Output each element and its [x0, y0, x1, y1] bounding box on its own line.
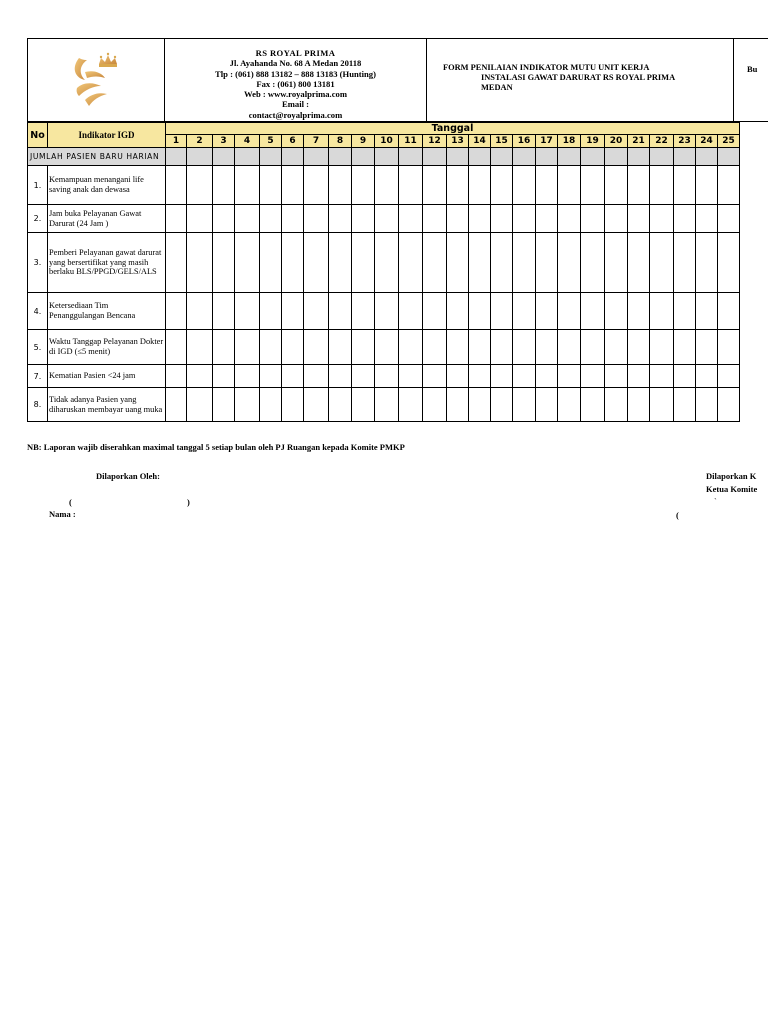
indicator-row	[28, 388, 740, 422]
daily-entry-cell[interactable]	[628, 233, 650, 293]
daily-entry-cell[interactable]	[166, 388, 187, 422]
hospital-web: Web : www.royalprima.com	[244, 89, 347, 100]
daily-entry-cell[interactable]	[674, 388, 696, 422]
daily-entry-cell[interactable]	[581, 330, 605, 365]
daily-entry-cell[interactable]	[628, 330, 650, 365]
form-title-line-1: FORM PENILAIAN INDIKATOR MUTU UNIT KERJA	[443, 63, 650, 72]
daily-entry-cell[interactable]	[558, 388, 581, 422]
daily-entry-cell[interactable]	[329, 330, 352, 365]
daily-entry-cell[interactable]	[447, 388, 469, 422]
daily-entry-cell[interactable]	[166, 330, 187, 365]
day-header: 18	[558, 135, 581, 148]
month-label: Bu	[747, 64, 758, 74]
daily-entry-cell[interactable]	[375, 365, 399, 388]
section-cell	[605, 148, 628, 166]
indicator-text: Pemberi Pelayanan gawat darurat yang bersertifikat yang masih berlaku BLS/PPGD/GELS/ALS	[48, 233, 166, 293]
day-header: 1	[166, 135, 187, 148]
daily-entry-cell[interactable]	[399, 205, 423, 233]
daily-entry-cell[interactable]	[235, 330, 260, 365]
daily-entry-cell[interactable]	[213, 365, 235, 388]
section-cell	[282, 148, 304, 166]
daily-entry-cell[interactable]	[166, 166, 187, 205]
daily-entry-cell[interactable]	[375, 233, 399, 293]
signature-bracket-open: (	[69, 497, 72, 507]
daily-entry-cell[interactable]	[282, 205, 304, 233]
daily-entry-cell[interactable]	[469, 330, 491, 365]
indicator-table	[27, 122, 740, 422]
daily-entry-cell[interactable]	[581, 293, 605, 330]
daily-entry-cell[interactable]	[213, 330, 235, 365]
daily-entry-cell[interactable]	[536, 166, 558, 205]
day-header: 2	[187, 135, 213, 148]
daily-entry-cell[interactable]	[469, 365, 491, 388]
daily-entry-cell[interactable]	[282, 330, 304, 365]
indicator-row	[28, 205, 740, 233]
daily-entry-cell[interactable]	[213, 293, 235, 330]
daily-entry-cell[interactable]	[650, 233, 674, 293]
daily-entry-cell[interactable]	[513, 388, 536, 422]
daily-entry-cell[interactable]	[674, 166, 696, 205]
daily-entry-cell[interactable]	[399, 293, 423, 330]
day-header: 5	[260, 135, 282, 148]
daily-entry-cell[interactable]	[423, 166, 447, 205]
day-header: 7	[304, 135, 329, 148]
daily-entry-cell[interactable]	[187, 166, 213, 205]
daily-entry-cell[interactable]	[260, 330, 282, 365]
section-cell	[447, 148, 469, 166]
section-cell	[399, 148, 423, 166]
daily-entry-cell[interactable]	[447, 330, 469, 365]
daily-entry-cell[interactable]	[558, 365, 581, 388]
daily-entry-cell[interactable]	[469, 233, 491, 293]
daily-entry-cell[interactable]	[447, 365, 469, 388]
daily-entry-cell[interactable]	[491, 293, 513, 330]
hospital-logo-icon	[27, 38, 165, 122]
section-cell	[329, 148, 352, 166]
reported-to-label: Dilaporkan K	[706, 471, 757, 481]
section-cell	[536, 148, 558, 166]
daily-entry-cell[interactable]	[628, 388, 650, 422]
submission-note: NB: Laporan wajib diserahkan maximal tanggal 5 setiap bulan oleh PJ Ruangan kepada Komite PMKP	[27, 442, 405, 452]
indicator-number: 5.	[28, 330, 48, 365]
daily-entry-cell[interactable]	[282, 166, 304, 205]
section-cell	[187, 148, 213, 166]
daily-entry-cell[interactable]	[536, 233, 558, 293]
daily-entry-cell[interactable]	[166, 205, 187, 233]
indicator-text: Waktu Tanggap Pelayanan Dokter di IGD (≤5 menit)	[48, 330, 166, 365]
hospital-email-label: Email :	[282, 99, 309, 110]
indicator-number: 4.	[28, 293, 48, 330]
day-header: 20	[605, 135, 628, 148]
form-title-line-2: INSTALASI GAWAT DARURAT RS ROYAL PRIMA	[481, 73, 676, 82]
daily-entry-cell[interactable]	[581, 166, 605, 205]
daily-entry-cell[interactable]	[650, 293, 674, 330]
daily-entry-cell[interactable]	[718, 233, 740, 293]
daily-entry-cell[interactable]	[423, 330, 447, 365]
daily-entry-cell[interactable]	[605, 330, 628, 365]
daily-entry-cell[interactable]	[213, 388, 235, 422]
daily-entry-cell[interactable]	[304, 205, 329, 233]
section-cell	[558, 148, 581, 166]
indicator-text: Kemampuan menangani life saving anak dan dewasa	[48, 166, 166, 205]
daily-entry-cell[interactable]	[187, 388, 213, 422]
daily-entry-cell[interactable]	[696, 205, 718, 233]
daily-entry-cell[interactable]	[469, 293, 491, 330]
column-header-indicator: Indikator IGD	[48, 123, 166, 148]
hospital-address-block	[165, 38, 427, 122]
daily-entry-cell[interactable]	[187, 365, 213, 388]
daily-entry-cell[interactable]	[605, 293, 628, 330]
section-cell	[304, 148, 329, 166]
section-cell	[628, 148, 650, 166]
section-cell	[375, 148, 399, 166]
hospital-name: RS ROYAL PRIMA	[255, 48, 336, 58]
daily-entry-cell[interactable]	[558, 330, 581, 365]
daily-entry-cell[interactable]	[696, 365, 718, 388]
daily-entry-cell[interactable]	[558, 233, 581, 293]
daily-entry-cell[interactable]	[235, 166, 260, 205]
right-bracket-open: (	[676, 510, 679, 520]
daily-entry-cell[interactable]	[581, 205, 605, 233]
daily-entry-cell[interactable]	[375, 205, 399, 233]
daily-entry-cell[interactable]	[213, 166, 235, 205]
day-header: 8	[329, 135, 352, 148]
day-header: 19	[581, 135, 605, 148]
day-header: 23	[674, 135, 696, 148]
section-label: JUMLAH PASIEN BARU HARIAN	[28, 148, 166, 166]
daily-entry-cell[interactable]	[213, 205, 235, 233]
daily-entry-cell[interactable]	[213, 233, 235, 293]
form-title-line-3: MEDAN	[481, 83, 513, 92]
daily-entry-cell[interactable]	[674, 330, 696, 365]
daily-entry-cell[interactable]	[469, 205, 491, 233]
daily-entry-cell[interactable]	[605, 166, 628, 205]
reported-by-label: Dilaporkan Oleh:	[96, 471, 160, 481]
daily-entry-cell[interactable]	[628, 205, 650, 233]
daily-entry-cell[interactable]	[282, 365, 304, 388]
daily-entry-cell[interactable]	[536, 365, 558, 388]
day-header: 16	[513, 135, 536, 148]
daily-entry-cell[interactable]	[536, 205, 558, 233]
daily-entry-cell[interactable]	[491, 233, 513, 293]
daily-entry-cell[interactable]	[329, 233, 352, 293]
indicator-text: Kematian Pasien <24 jam	[48, 365, 166, 388]
daily-entry-cell[interactable]	[260, 205, 282, 233]
daily-entry-cell[interactable]	[304, 293, 329, 330]
daily-entry-cell[interactable]	[399, 233, 423, 293]
daily-entry-cell[interactable]	[329, 293, 352, 330]
daily-entry-cell[interactable]	[650, 330, 674, 365]
daily-entry-cell[interactable]	[513, 330, 536, 365]
daily-entry-cell[interactable]	[696, 293, 718, 330]
section-cell	[718, 148, 740, 166]
daily-entry-cell[interactable]	[375, 330, 399, 365]
daily-entry-cell[interactable]	[469, 166, 491, 205]
section-cell	[696, 148, 718, 166]
daily-entry-cell[interactable]	[352, 330, 375, 365]
daily-entry-cell[interactable]	[166, 233, 187, 293]
daily-entry-cell[interactable]	[352, 166, 375, 205]
daily-entry-cell[interactable]	[674, 233, 696, 293]
daily-entry-cell[interactable]	[674, 365, 696, 388]
daily-entry-cell[interactable]	[628, 293, 650, 330]
daily-entry-cell[interactable]	[536, 293, 558, 330]
daily-entry-cell[interactable]	[235, 388, 260, 422]
daily-entry-cell[interactable]	[352, 388, 375, 422]
daily-entry-cell[interactable]	[513, 365, 536, 388]
daily-entry-cell[interactable]	[375, 388, 399, 422]
indicator-number: 2.	[28, 205, 48, 233]
daily-entry-cell[interactable]	[491, 205, 513, 233]
daily-entry-cell[interactable]	[260, 166, 282, 205]
section-cell	[491, 148, 513, 166]
column-header-date: Tanggal	[166, 123, 740, 135]
hospital-address: Jl. Ayahanda No. 68 A Medan 20118	[229, 58, 362, 69]
day-header: 15	[491, 135, 513, 148]
daily-entry-cell[interactable]	[260, 293, 282, 330]
daily-entry-cell[interactable]	[650, 388, 674, 422]
daily-entry-cell[interactable]	[399, 166, 423, 205]
section-cell	[260, 148, 282, 166]
daily-entry-cell[interactable]	[558, 166, 581, 205]
tick-mark: `	[714, 496, 717, 506]
hospital-phone: Tlp : (061) 888 13182 – 888 13183 (Hunting)	[215, 68, 376, 79]
daily-entry-cell[interactable]	[581, 233, 605, 293]
daily-entry-cell[interactable]	[375, 293, 399, 330]
daily-entry-cell[interactable]	[696, 166, 718, 205]
daily-entry-cell[interactable]	[491, 388, 513, 422]
daily-entry-cell[interactable]	[718, 205, 740, 233]
daily-entry-cell[interactable]	[260, 233, 282, 293]
daily-entry-cell[interactable]	[304, 330, 329, 365]
daily-entry-cell[interactable]	[235, 365, 260, 388]
daily-entry-cell[interactable]	[491, 365, 513, 388]
daily-entry-cell[interactable]	[304, 233, 329, 293]
daily-entry-cell[interactable]	[469, 388, 491, 422]
daily-entry-cell[interactable]	[329, 388, 352, 422]
daily-entry-cell[interactable]	[696, 388, 718, 422]
indicator-row	[28, 330, 740, 365]
indicator-text: Ketersediaan Tim Penanggulangan Bencana	[48, 293, 166, 330]
daily-entry-cell[interactable]	[187, 293, 213, 330]
daily-entry-cell[interactable]	[375, 166, 399, 205]
daily-entry-cell[interactable]	[558, 293, 581, 330]
daily-entry-cell[interactable]	[718, 365, 740, 388]
signature-bracket-close: )	[187, 497, 190, 507]
daily-entry-cell[interactable]	[282, 233, 304, 293]
section-cell	[650, 148, 674, 166]
section-cell	[352, 148, 375, 166]
daily-entry-cell[interactable]	[674, 293, 696, 330]
daily-entry-cell[interactable]	[605, 205, 628, 233]
indicator-text: Jam buka Pelayanan Gawat Darurat (24 Jam )	[48, 205, 166, 233]
day-header: 17	[536, 135, 558, 148]
daily-entry-cell[interactable]	[423, 388, 447, 422]
section-cell	[674, 148, 696, 166]
section-cell	[235, 148, 260, 166]
logo-cell	[27, 38, 165, 122]
section-cell	[513, 148, 536, 166]
daily-entry-cell[interactable]	[304, 365, 329, 388]
daily-entry-cell[interactable]	[650, 205, 674, 233]
daily-entry-cell[interactable]	[260, 388, 282, 422]
section-cell	[166, 148, 187, 166]
daily-entry-cell[interactable]	[423, 205, 447, 233]
daily-entry-cell[interactable]	[718, 293, 740, 330]
day-header: 24	[696, 135, 718, 148]
daily-entry-cell[interactable]	[558, 205, 581, 233]
daily-entry-cell[interactable]	[166, 293, 187, 330]
daily-entry-cell[interactable]	[423, 233, 447, 293]
day-header: 10	[375, 135, 399, 148]
column-header-no: No	[28, 123, 48, 148]
daily-entry-cell[interactable]	[329, 365, 352, 388]
daily-entry-cell[interactable]	[513, 205, 536, 233]
section-cell	[213, 148, 235, 166]
daily-entry-cell[interactable]	[447, 205, 469, 233]
day-header: 14	[469, 135, 491, 148]
daily-entry-cell[interactable]	[187, 205, 213, 233]
daily-entry-cell[interactable]	[696, 330, 718, 365]
section-cell	[423, 148, 447, 166]
daily-entry-cell[interactable]	[650, 166, 674, 205]
daily-entry-cell[interactable]	[166, 365, 187, 388]
daily-entry-cell[interactable]	[447, 293, 469, 330]
daily-entry-cell[interactable]	[399, 365, 423, 388]
daily-entry-cell[interactable]	[304, 388, 329, 422]
indicator-number: 8.	[28, 388, 48, 422]
indicator-row	[28, 166, 740, 205]
name-label: Nama :	[49, 509, 76, 519]
daily-entry-cell[interactable]	[235, 293, 260, 330]
daily-entry-cell[interactable]	[235, 233, 260, 293]
daily-entry-cell[interactable]	[650, 365, 674, 388]
daily-entry-cell[interactable]	[581, 388, 605, 422]
daily-entry-cell[interactable]	[628, 166, 650, 205]
day-header: 21	[628, 135, 650, 148]
daily-entry-cell[interactable]	[718, 330, 740, 365]
day-header: 4	[235, 135, 260, 148]
daily-entry-cell[interactable]	[605, 365, 628, 388]
section-cell	[581, 148, 605, 166]
daily-entry-cell[interactable]	[329, 205, 352, 233]
daily-entry-cell[interactable]	[447, 233, 469, 293]
indicator-row	[28, 233, 740, 293]
daily-entry-cell[interactable]	[605, 388, 628, 422]
daily-entry-cell[interactable]	[282, 293, 304, 330]
daily-entry-cell[interactable]	[718, 166, 740, 205]
indicator-number: 7.	[28, 365, 48, 388]
daily-entry-cell[interactable]	[399, 388, 423, 422]
indicator-row	[28, 293, 740, 330]
daily-entry-cell[interactable]	[491, 330, 513, 365]
daily-entry-cell[interactable]	[399, 330, 423, 365]
indicator-number: 3.	[28, 233, 48, 293]
daily-entry-cell[interactable]	[352, 233, 375, 293]
daily-entry-cell[interactable]	[605, 233, 628, 293]
daily-entry-cell[interactable]	[513, 166, 536, 205]
daily-entry-cell[interactable]	[491, 166, 513, 205]
daily-entry-cell[interactable]	[536, 330, 558, 365]
daily-entry-cell[interactable]	[352, 293, 375, 330]
day-header: 6	[282, 135, 304, 148]
committee-head-label: Ketua Komite	[706, 484, 758, 494]
daily-entry-cell[interactable]	[696, 233, 718, 293]
daily-entry-cell[interactable]	[329, 166, 352, 205]
indicator-text: Tidak adanya Pasien yang diharuskan membayar uang muka	[48, 388, 166, 422]
daily-entry-cell[interactable]	[187, 330, 213, 365]
day-header: 11	[399, 135, 423, 148]
daily-entry-cell[interactable]	[260, 365, 282, 388]
daily-entry-cell[interactable]	[423, 365, 447, 388]
daily-entry-cell[interactable]	[513, 233, 536, 293]
day-header: 12	[423, 135, 447, 148]
daily-entry-cell[interactable]	[447, 166, 469, 205]
form-title-block	[427, 38, 734, 122]
daily-entry-cell[interactable]	[513, 293, 536, 330]
indicator-number: 1.	[28, 166, 48, 205]
daily-entry-cell[interactable]	[423, 293, 447, 330]
daily-entry-cell[interactable]	[674, 205, 696, 233]
daily-entry-cell[interactable]	[235, 205, 260, 233]
daily-entry-cell[interactable]	[581, 365, 605, 388]
day-header: 25	[718, 135, 740, 148]
daily-entry-cell[interactable]	[536, 388, 558, 422]
section-cell	[469, 148, 491, 166]
daily-entry-cell[interactable]	[352, 365, 375, 388]
hospital-email: contact@royalprima.com	[248, 109, 343, 120]
daily-entry-cell[interactable]	[718, 388, 740, 422]
daily-entry-cell[interactable]	[304, 166, 329, 205]
daily-entry-cell[interactable]	[282, 388, 304, 422]
day-header: 13	[447, 135, 469, 148]
daily-entry-cell[interactable]	[628, 365, 650, 388]
hospital-fax: Fax : (061) 800 13181	[256, 78, 335, 89]
day-header: 22	[650, 135, 674, 148]
day-header: 9	[352, 135, 375, 148]
daily-entry-cell[interactable]	[352, 205, 375, 233]
indicator-row	[28, 365, 740, 388]
day-header: 3	[213, 135, 235, 148]
daily-entry-cell[interactable]	[187, 233, 213, 293]
